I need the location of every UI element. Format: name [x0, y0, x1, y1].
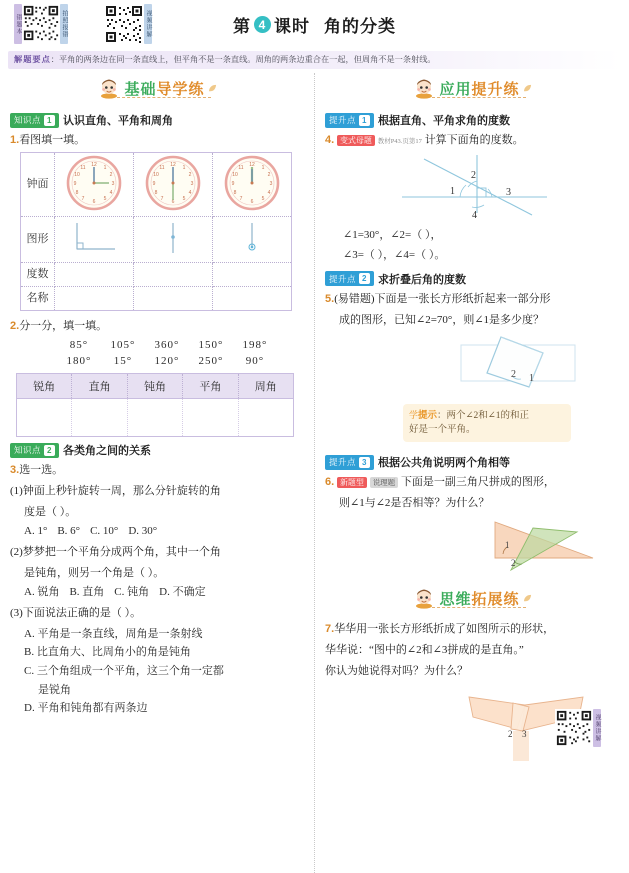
q3-1-label: (1) [10, 485, 23, 498]
svg-text:10: 10 [74, 172, 80, 179]
question-7-text: 华华用一张长方形纸折成了如图所示的形状， [334, 623, 555, 636]
svg-text:11: 11 [159, 165, 165, 172]
ep3-number: 3 [359, 457, 370, 468]
question-4-number: 4. [325, 134, 335, 147]
number-item: 360° [154, 339, 180, 352]
clock-cell-2 [134, 153, 213, 217]
svg-text:9: 9 [231, 181, 235, 188]
question-5-text: 下面是一张长方形纸折起来一部分形 [374, 292, 551, 305]
ep2-text: 求折叠后角的度数 [378, 273, 467, 286]
svg-text:8: 8 [75, 190, 79, 197]
section-title-basic: 基础导学练 [124, 80, 205, 98]
clock-cell-1 [55, 153, 134, 217]
svg-text:12: 12 [91, 162, 97, 169]
classify-header-acute: 锐角 [17, 374, 72, 399]
question-6-line2: 则∠1与∠2是否相等？为什么？ [339, 497, 490, 510]
student-mascot-icon [97, 77, 121, 99]
triangle-rulers-figure [481, 514, 611, 576]
svg-text:2: 2 [267, 172, 271, 179]
classify-header-obtuse: 钝角 [127, 374, 182, 399]
svg-text:1: 1 [103, 165, 107, 172]
section-title-thinking: 思维拓展练 [439, 590, 520, 608]
kp2-text: 各类角之间的关系 [63, 445, 152, 458]
svg-text:5: 5 [103, 196, 107, 203]
svg-text:3: 3 [111, 181, 115, 188]
svg-text:12: 12 [249, 162, 255, 169]
enhance-point-2 [325, 271, 619, 287]
option-d[interactable]: D. 不确定 [159, 586, 206, 599]
svg-text:8: 8 [154, 190, 158, 197]
tip-text: ：两个∠2和∠1的和正 [437, 410, 529, 421]
svg-text:1: 1 [261, 165, 265, 172]
svg-text:2: 2 [188, 172, 192, 179]
q3-2-label: (2) [10, 546, 23, 559]
svg-text:12: 12 [170, 162, 176, 169]
svg-text:3: 3 [269, 181, 273, 188]
page-title [233, 12, 396, 37]
classify-header-straight: 平角 [183, 374, 238, 399]
question-7 [325, 621, 619, 638]
svg-text:6: 6 [250, 199, 254, 206]
name-blank-2[interactable] [134, 287, 213, 311]
right-angle-figure [59, 217, 129, 259]
svg-text:10: 10 [232, 172, 238, 179]
knowledge-point-2 [10, 442, 304, 458]
question-6 [325, 474, 619, 491]
number-item: 15° [113, 355, 133, 368]
degrees-blank-3[interactable] [213, 263, 292, 287]
svg-text:2: 2 [109, 172, 113, 179]
kp1-number: 1 [44, 115, 55, 126]
row-header-figure: 图形 [21, 217, 55, 263]
enhance-point-3-tag [325, 455, 374, 470]
intersecting-lines-figure [372, 151, 572, 221]
question-4-answer-line-2[interactable]: ∠3=（ ），∠4=（ ）。 [343, 248, 446, 261]
angle-label-1: 1 [450, 186, 455, 198]
table-row-clockface [21, 153, 292, 217]
student-mascot-icon-3 [412, 587, 436, 609]
enhance-point-2-tag [325, 271, 374, 286]
key-point-label: 解题要点 [14, 55, 51, 64]
right-column [314, 73, 629, 873]
option-c[interactable]: C. 钝角 [114, 586, 150, 599]
qr-code-icon-bottom [555, 709, 593, 747]
svg-text:7: 7 [239, 196, 243, 203]
option-c-cont: 是锐角 [38, 683, 71, 696]
lesson-suffix: 课时 [274, 17, 310, 36]
angle-label-3: 3 [506, 187, 511, 199]
question-3-text: 选一选。 [19, 464, 64, 477]
leaf-icon-3 [523, 594, 532, 603]
clock-icon-6oclock [138, 153, 208, 213]
ruler-angle-label-2: 2 [511, 558, 516, 569]
q3-2-options [10, 584, 304, 601]
svg-text:1: 1 [182, 165, 186, 172]
classify-blank-right[interactable] [72, 399, 127, 437]
question-1-number: 1. [10, 134, 20, 147]
qr-label-errorbook: 错题本 [14, 4, 22, 44]
enhance-point-3 [325, 454, 619, 470]
svg-text:6: 6 [171, 199, 175, 206]
student-mascot-icon-2 [412, 77, 436, 99]
left-column [0, 73, 314, 873]
lesson-title: 角的分类 [324, 17, 396, 36]
kp1-text: 认识直角、平角和周角 [63, 115, 174, 128]
fold-angle-label-1: 1 [529, 372, 534, 384]
q3-3-label: (3) [10, 607, 23, 620]
svg-text:4: 4 [188, 190, 192, 197]
table-row-figure [21, 217, 292, 263]
lesson-number-badge: 4 [254, 16, 271, 33]
section-banner-basic [10, 77, 304, 107]
q3-2-text: 梦梦把一个平角分成两个角，其中一个角 [22, 546, 221, 559]
tip-label: 提示 [418, 410, 438, 421]
shape-angle-label-2: 2 [508, 728, 513, 739]
option-b[interactable]: B. 比直角大、比周角小的角是钝角 [24, 646, 191, 659]
row-header-clockface: 钟面 [21, 153, 55, 217]
svg-text:6: 6 [92, 199, 96, 206]
classify-blank-acute[interactable] [17, 399, 72, 437]
clock-icon-3oclock [59, 153, 129, 213]
qr-block-video-bottom[interactable] [555, 709, 619, 747]
svg-text:5: 5 [261, 196, 265, 203]
clock-fill-table [20, 152, 292, 311]
q3-2-line2[interactable]: 是钝角，则另一个角是（ ）。 [24, 567, 165, 580]
option-a[interactable]: A. 1° [24, 525, 48, 538]
ruler-angle-label-1: 1 [505, 540, 510, 551]
fold-angle-label-2: 2 [511, 368, 516, 380]
question-5-number: 5. [325, 292, 335, 305]
question-7-number: 7. [325, 623, 335, 636]
qr-label-video-bottom: 视频讲解 [593, 709, 601, 747]
knowledge-point-2-tag [10, 443, 59, 458]
shape-angle-label-3: 3 [522, 728, 527, 739]
page-header [0, 0, 629, 48]
key-point-text: ：平角的两条边在同一条直线上，但平角不是一条直线。周角的两条边重合在一起，但周角不是一条射线。 [50, 55, 436, 64]
full-angle-figure [217, 217, 287, 259]
svg-text:11: 11 [80, 165, 86, 172]
kp1-tag-label: 知识点 [14, 115, 42, 126]
table-row-degrees [21, 263, 292, 287]
option-c[interactable]: C. 三个角组成一个平角，这三个角一定都 [24, 664, 224, 677]
classify-header-right: 直角 [72, 374, 127, 399]
question-4 [325, 132, 619, 149]
svg-text:5: 5 [182, 196, 186, 203]
knowledge-point-1-tag [10, 113, 59, 128]
question-6-badge-2: 说理题 [370, 477, 399, 488]
number-item: 180° [66, 355, 92, 368]
question-5-figure-wrap [325, 331, 619, 398]
classify-blank-full[interactable] [238, 399, 293, 437]
option-a[interactable]: A. 平角是一条直线，周角是一条射线 [24, 627, 203, 640]
question-4-answer-line-1[interactable]: ∠1=30°，∠2=（ ）， [343, 229, 442, 242]
straight-angle-figure [138, 217, 208, 259]
folded-paper-figure [443, 331, 593, 393]
ep3-tag-label: 提升点 [329, 457, 357, 468]
q3-3-options [10, 625, 304, 718]
ep1-number: 1 [359, 115, 370, 126]
question-3-number: 3. [10, 464, 20, 477]
classify-answer-row [17, 399, 294, 437]
question-3-2 [10, 544, 304, 561]
ep1-text: 根据直角、平角求角的度数 [378, 115, 511, 128]
leaf-icon [208, 84, 217, 93]
question-2-text: 分一分，填一填。 [19, 320, 108, 333]
question-5-line2: 成的图形，已知∠2=70°，则∠1是多少度？ [339, 313, 545, 326]
svg-text:7: 7 [81, 196, 85, 203]
question-4-text: 计算下面角的度数。 [424, 134, 524, 147]
option-c[interactable]: C. 10° [90, 525, 119, 538]
figure-cell-3 [213, 217, 292, 263]
question-2 [10, 318, 304, 335]
question-4-note: 教材P43.页第17 [377, 138, 422, 146]
enhance-point-1 [325, 112, 619, 128]
classify-header-row [17, 374, 294, 399]
table-row-name [21, 287, 292, 311]
question-4-figure-wrap [325, 151, 619, 226]
name-blank-1[interactable] [55, 287, 134, 311]
question-7-line2: 华华说：“图中的∠2和∠3拼成的是直角。” [325, 644, 524, 657]
svg-text:9: 9 [73, 181, 77, 188]
angle-classify-table [16, 373, 294, 437]
q3-1-text: 钟面上秒针旋转一周，那么分针旋转的角 [22, 485, 221, 498]
number-row-1 [10, 339, 304, 351]
option-b[interactable]: B. 6° [57, 525, 81, 538]
question-6-number: 6. [325, 476, 335, 489]
number-item: 198° [242, 339, 268, 352]
number-item: 85° [69, 339, 89, 352]
q3-1-options [10, 523, 304, 540]
option-b[interactable]: B. 直角 [69, 586, 105, 599]
figure-cell-1 [55, 217, 134, 263]
option-a[interactable]: A. 锐角 [24, 586, 60, 599]
number-item: 105° [110, 339, 136, 352]
degrees-blank-1[interactable] [55, 263, 134, 287]
question-2-number: 2. [10, 320, 20, 333]
knowledge-point-1 [10, 112, 304, 128]
qr-label-video: 视频讲解 [144, 4, 152, 44]
svg-text:4: 4 [109, 190, 113, 197]
section-banner-application [325, 77, 619, 107]
tip-text-2: 好是一个平角。 [409, 425, 476, 436]
content-columns [0, 73, 629, 873]
classify-header-full: 周角 [238, 374, 293, 399]
question-4-badge: 变式母题 [337, 135, 375, 146]
row-header-degrees: 度数 [21, 263, 55, 287]
option-d[interactable]: D. 30° [128, 525, 158, 538]
question-3-1 [10, 483, 304, 500]
tip-box [403, 404, 571, 443]
number-row-2 [10, 355, 304, 367]
question-3-3 [10, 605, 304, 622]
question-6-text: 下面是一副三角尺拼成的图形， [400, 476, 555, 489]
kp2-tag-label: 知识点 [14, 445, 42, 456]
name-blank-3[interactable] [213, 287, 292, 311]
clock-cell-3 [213, 153, 292, 217]
qr-label-photo-report: 拍照报错 [60, 4, 68, 44]
row-header-name: 名称 [21, 287, 55, 311]
question-6-figure-wrap [325, 514, 619, 581]
q3-1-line2[interactable]: 度是（ ）。 [24, 506, 77, 519]
figure-cell-2 [134, 217, 213, 263]
question-5-badge: (易错题) [334, 292, 375, 305]
number-item: 150° [198, 339, 224, 352]
svg-text:7: 7 [160, 196, 164, 203]
svg-text:4: 4 [267, 190, 271, 197]
question-1 [10, 132, 304, 149]
question-7-line3: 你认为她说得对吗？为什么？ [325, 665, 468, 678]
number-item: 90° [245, 355, 265, 368]
number-item: 250° [198, 355, 224, 368]
svg-text:11: 11 [238, 165, 244, 172]
tip-mark: 学 [409, 409, 419, 420]
degrees-blank-2[interactable] [134, 263, 213, 287]
lesson-prefix: 第 [233, 17, 251, 36]
ep1-tag-label: 提升点 [329, 115, 357, 126]
svg-text:3: 3 [190, 181, 194, 188]
ep2-tag-label: 提升点 [329, 273, 357, 284]
svg-text:10: 10 [153, 172, 159, 179]
svg-text:9: 9 [152, 181, 156, 188]
section-title-application: 应用提升练 [439, 80, 520, 98]
option-d[interactable]: D. 平角和钝角都有两条边 [24, 702, 148, 715]
enhance-point-1-tag [325, 113, 374, 128]
question-3 [10, 462, 304, 479]
q3-3-text[interactable]: 下面说法正确的是（ ）。 [22, 607, 142, 620]
kp2-number: 2 [44, 445, 55, 456]
key-point-banner [8, 51, 621, 69]
ep2-number: 2 [359, 273, 370, 284]
question-5 [325, 291, 619, 308]
angle-label-2: 2 [471, 170, 476, 182]
angle-label-4: 4 [472, 210, 477, 222]
question-1-text: 看图填一填。 [19, 134, 86, 147]
svg-text:8: 8 [233, 190, 237, 197]
classify-blank-straight[interactable] [183, 399, 238, 437]
clock-icon-12oclock [217, 153, 287, 213]
ep3-text: 根据公共角说明两个角相等 [378, 457, 511, 470]
classify-blank-obtuse[interactable] [127, 399, 182, 437]
leaf-icon-2 [523, 84, 532, 93]
page-title-wrap [0, 12, 629, 37]
question-6-badge: 新题型 [337, 477, 367, 488]
section-banner-thinking [325, 587, 619, 617]
number-item: 120° [154, 355, 180, 368]
